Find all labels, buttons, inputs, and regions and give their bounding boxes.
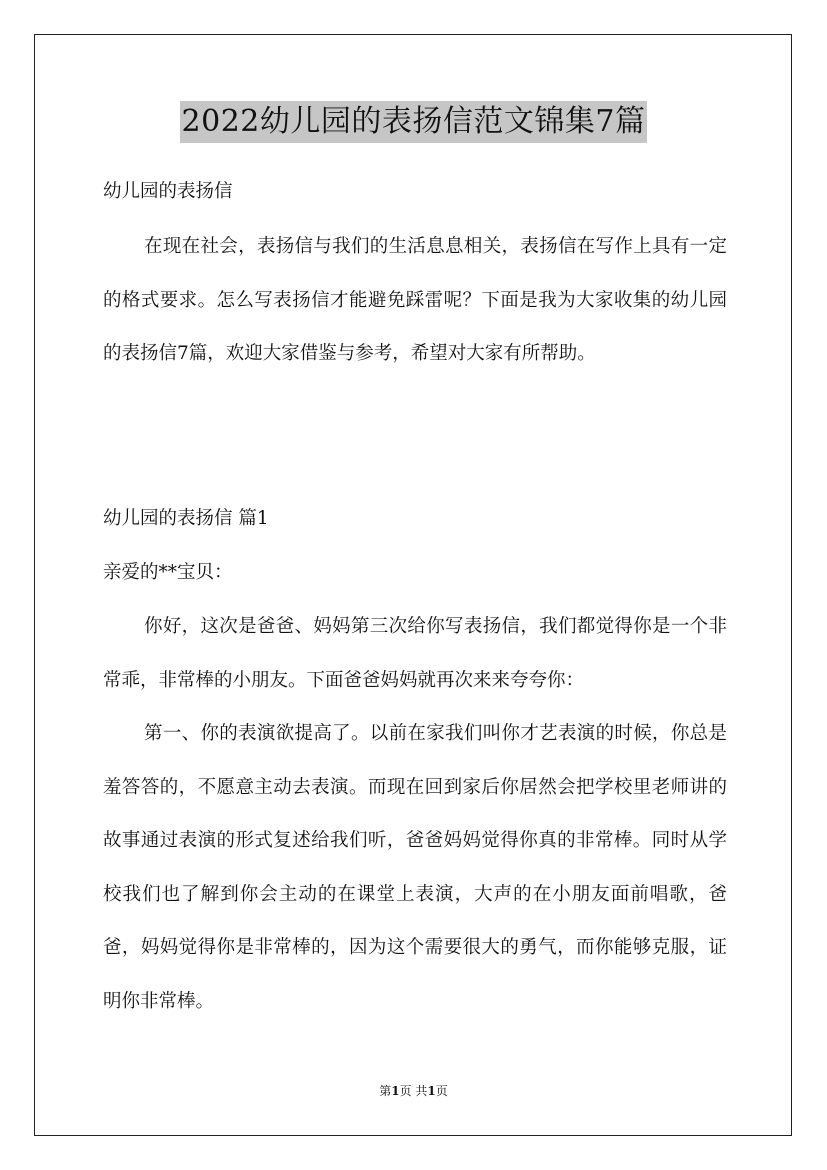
footer-page-suffix: 页 bbox=[435, 1084, 448, 1098]
footer-page-prefix: 第 bbox=[379, 1084, 392, 1098]
footer-page-total: 1 bbox=[427, 1084, 436, 1098]
section-heading: 幼儿园的表扬信 篇1 bbox=[103, 508, 269, 529]
document-title: 2022幼儿园的表扬信范文锦集7篇 bbox=[180, 101, 648, 143]
footer-page-current: 1 bbox=[391, 1084, 400, 1098]
page-footer bbox=[0, 1083, 827, 1099]
intro-heading: 幼儿园的表扬信 bbox=[103, 181, 233, 202]
footer-page-mid: 页 共 bbox=[399, 1084, 428, 1098]
salutation: 亲爱的**宝贝： bbox=[103, 562, 233, 583]
title-container bbox=[0, 101, 827, 143]
body-paragraph: 第一、你的表演欲提高了。以前在家我们叫你才艺表演的时候，你总是羞答答的，不愿意主动去表演。而现在回到家后你居然会把学校里老师讲的故事通过表演的形式复述给我们听，爸爸妈妈觉得你真的非常棒。同时从学校我们也了解到你会主动的在课堂上表演，大声的在小朋友面前唱歌，爸爸，妈妈觉得你是非常棒的，因为这个需要很大的勇气，而你能够克服，证明你非常棒。 bbox=[103, 723, 727, 1012]
intro-paragraph: 在现在社会，表扬信与我们的生活息息相关，表扬信在写作上具有一定的格式要求。怎么写表扬信才能避免踩雷呢？下面是我为大家收集的幼儿园的表扬信7篇，欢迎大家借鉴与参考，希望对大家有所帮助。 bbox=[103, 236, 727, 364]
body-paragraph: 你好，这次是爸爸、妈妈第三次给你写表扬信，我们都觉得你是一个非常乖，非常棒的小朋友。下面爸爸妈妈就再次来来夸夸你： bbox=[103, 616, 727, 691]
